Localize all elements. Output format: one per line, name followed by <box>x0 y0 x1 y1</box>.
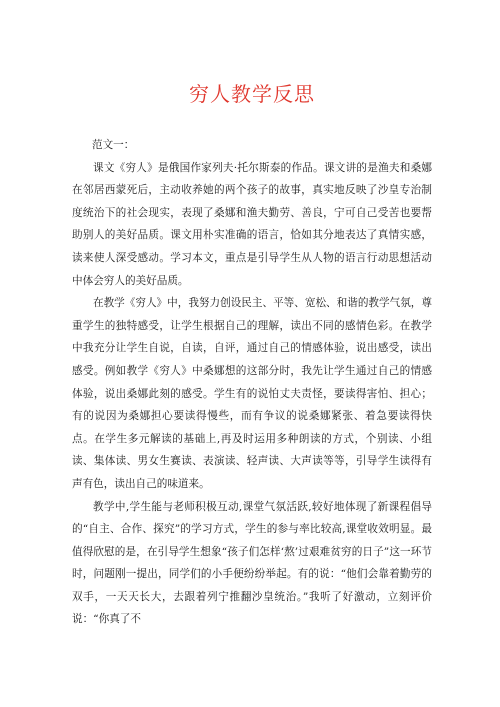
paragraph: 课文《穷人》是俄国作家列夫·托尔斯泰的作品。课文讲的是渔夫和桑娜在邻居西蒙死后，主动收养她的两个孩子的故事，真实地反映了沙皇专治制度统治下的社会现实，表现了桑娜和渔夫勤劳、善良，宁可自己受苦也要帮助别人的美好品质。课文用朴实准确的语言，恰如其分地表达了真情实感，读来使人深受感动。学习本文，重点是引导学生从人物的语言行动思想活动中体会穷人的美好品质。 <box>72 161 432 287</box>
document-title: 穷人教学反思 <box>189 82 315 106</box>
paragraph: 在教学《穷人》中，我努力创设民主、平等、宽松、和谐的教学气氛，尊重学生的独特感受，让学生根据自己的理解，读出不同的感情色彩。在教学中我充分让学生自说，自读，自评，通过自己的情感体验，说出感受，读出感受。例如教学《穷人》中桑娜想的这部分时，我先让学生通过自己的情感体验，说出桑娜此刻的感受。学生有的说怕丈夫责怪，要读得害怕、担心；有的说因为桑娜担心要读得慢些，而有争议的说桑娜紧张、着急要读得快点。在学生多元解读的基础上,再及时运用多种朗读的方式，个别读、小组读、集体读、男女生赛读、表演读、轻声读、大声读等等，引导学生读得有声有色，读出自己的味道来。 <box>72 297 432 490</box>
paragraph: 教学中,学生能与老师积极互动,课堂气氛活跃,较好地体现了新课程倡导的“自主、合作、探究”的学习方式，学生的参与率比较高,课堂收效明显。最值得欣慰的是，在引导学生想象“孩子们怎样‘熬’过艰难贫穷的日子”这一环节时，问题刚一提出，同学们的小手便纷纷举起。有的说：“他们会靠着勤劳的双手，一天天长大，去跟着列宁推翻沙皇统治。”我听了好激动，立刻评价说：“你真了不 <box>72 500 432 626</box>
section-label: 范文一： <box>92 139 135 151</box>
